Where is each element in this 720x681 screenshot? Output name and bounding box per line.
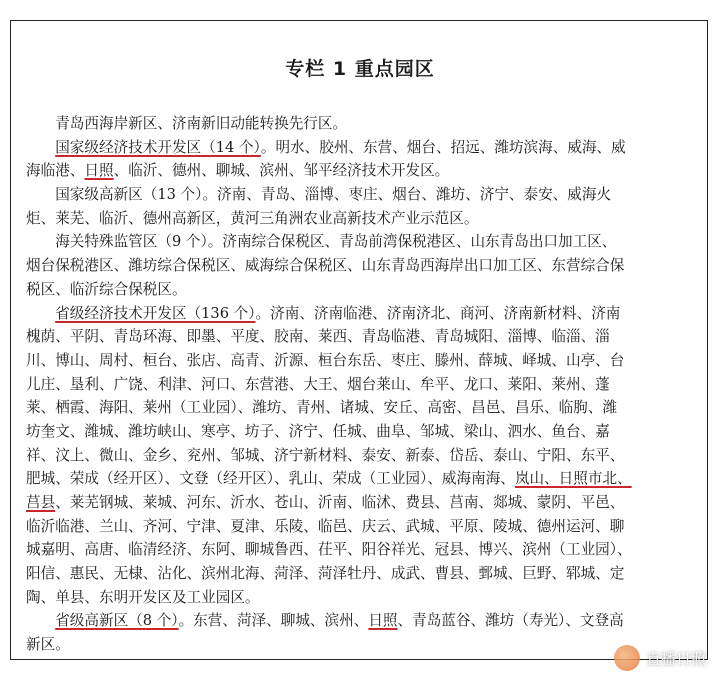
text-segment: 川、博山、周村、桓台、张店、高青、沂源、桓台东岳、枣庄、滕州、薛城、峄城、山亭、台 — [26, 351, 625, 369]
text-segment: 税区、临沂综合保税区。 — [26, 280, 187, 298]
text-segment: 国家级高新区（13 个）。济南、青岛、淄博、枣庄、烟台、潍坊、济宁、泰安、威海火 — [26, 186, 612, 204]
text-segment: 、莱芜钢城、莱城、河东、沂水、苍山、沂南、临沭、费县、莒南、郯城、蒙阴、平邑、 — [55, 494, 625, 511]
text-segment: 陶、单县、东明开发区及工业园区。 — [26, 588, 260, 606]
text-segment — [26, 305, 55, 322]
text-line — [26, 491, 694, 515]
text-segment: 。济南、济南临港、济南济北、商河、济南新材料、济南 — [255, 304, 621, 322]
watermark-text: 直播日照 — [645, 649, 706, 668]
text-segment: 槐荫、平阴、青岛环海、即墨、平度、胶南、莱西、青岛临港、青岛城阳、淄博、临淄、淄 — [26, 328, 610, 346]
text-line — [26, 515, 694, 539]
text-segment: 祥、汶上、微山、金乡、兖州、邹城、济宁新材料、泰安、新泰、岱岳、泰山、宁阳、东平、 — [26, 446, 625, 464]
text-line — [26, 278, 694, 302]
text-segment: 、青岛蓝谷、潍坊（寿光）、文登高 — [397, 612, 624, 630]
text-line — [26, 538, 694, 562]
text-segment — [26, 612, 55, 629]
text-segment — [26, 139, 55, 156]
underlined-text: 省级高新区（8 个） — [55, 612, 179, 630]
text-line — [26, 136, 694, 160]
text-segment: 、临沂、德州、聊城、滨州、邹平经济技术开发区。 — [113, 162, 450, 180]
text-line — [26, 609, 694, 633]
text-line — [26, 420, 694, 444]
underlined-text: 国家级经济技术开发区（14 个） — [55, 138, 261, 156]
column-body — [26, 112, 694, 657]
text-segment: 海临港、 — [26, 162, 85, 180]
text-line — [26, 159, 694, 183]
text-segment: 坊奎文、潍城、潍坊峡山、寒亭、坊子、济宁、任城、曲阜、邹城、梁山、泗水、鱼台、嘉 — [26, 422, 610, 440]
text-line — [26, 207, 694, 231]
text-line — [26, 562, 694, 586]
watermark — [614, 645, 706, 671]
text-line — [26, 586, 694, 610]
text-segment: 临沂临港、兰山、齐河、宁津、夏津、乐陵、临邑、庆云、武城、平原、陵城、德州运河、聊 — [26, 517, 625, 535]
text-line — [26, 254, 694, 278]
text-line — [26, 112, 694, 136]
text-line — [26, 633, 694, 657]
text-line — [26, 396, 694, 420]
text-line — [26, 373, 694, 397]
underlined-text: 日照 — [84, 162, 114, 180]
page-title: 专栏 1 重点园区 — [285, 58, 435, 80]
text-segment: 炬、莱芜、临沂、德州高新区，黄河三角洲农业高新技术产业示范区。 — [26, 209, 479, 227]
text-line — [26, 325, 694, 349]
text-line — [26, 302, 694, 326]
text-segment: 儿庄、垦利、广饶、利津、河口、东营港、大王、烟台莱山、牟平、龙口、莱阳、莱州、蓬 — [26, 375, 610, 393]
text-line — [26, 230, 694, 254]
underlined-text: 莒县 — [26, 494, 56, 511]
text-segment: 海关特殊监管区（9 个）。济南综合保税区、青岛前湾保税港区、山东青岛出口加工区、 — [26, 233, 617, 251]
underlined-text: 日照 — [368, 612, 398, 630]
text-line — [26, 467, 694, 491]
text-segment: 莱、栖霞、海阳、莱州（工业园）、潍坊、青州、诸城、安丘、高密、昌邑、昌乐、临朐、潍 — [26, 399, 618, 417]
text-line — [26, 183, 694, 207]
underlined-text: 省级经济技术开发区（136 个） — [55, 304, 256, 322]
text-segment: 新区。 — [26, 636, 70, 654]
text-segment: 青岛西海岸新区、济南新旧动能转换先行区。 — [26, 115, 348, 132]
text-segment: 阳信、惠民、无棣、沾化、滨州北海、菏泽、菏泽牡丹、成武、曹县、鄄城、巨野、郓城、定 — [26, 565, 625, 583]
text-line — [26, 349, 694, 373]
text-segment: 。明水、胶州、东营、烟台、招远、潍坊滨海、威海、威 — [260, 138, 626, 156]
text-segment: 。东营、菏泽、聊城、滨州、 — [178, 612, 369, 630]
watermark-logo-icon — [614, 645, 640, 671]
text-segment: 烟台保税港区、潍坊综合保税区、威海综合保税区、山东青岛西海岸出口加工区、东营综合保 — [26, 257, 625, 275]
text-segment: 城嘉明、高唐、临清经济、东阿、聊城鲁西、茌平、阳谷祥光、冠县、博兴、滨州（工业园）、 — [26, 541, 632, 559]
underlined-text: 岚山、日照市北、 — [514, 470, 632, 488]
text-line — [26, 444, 694, 468]
text-segment: 肥城、荣成（经开区）、文登（经开区）、乳山、荣成（工业园）、威海南海、 — [26, 470, 515, 488]
